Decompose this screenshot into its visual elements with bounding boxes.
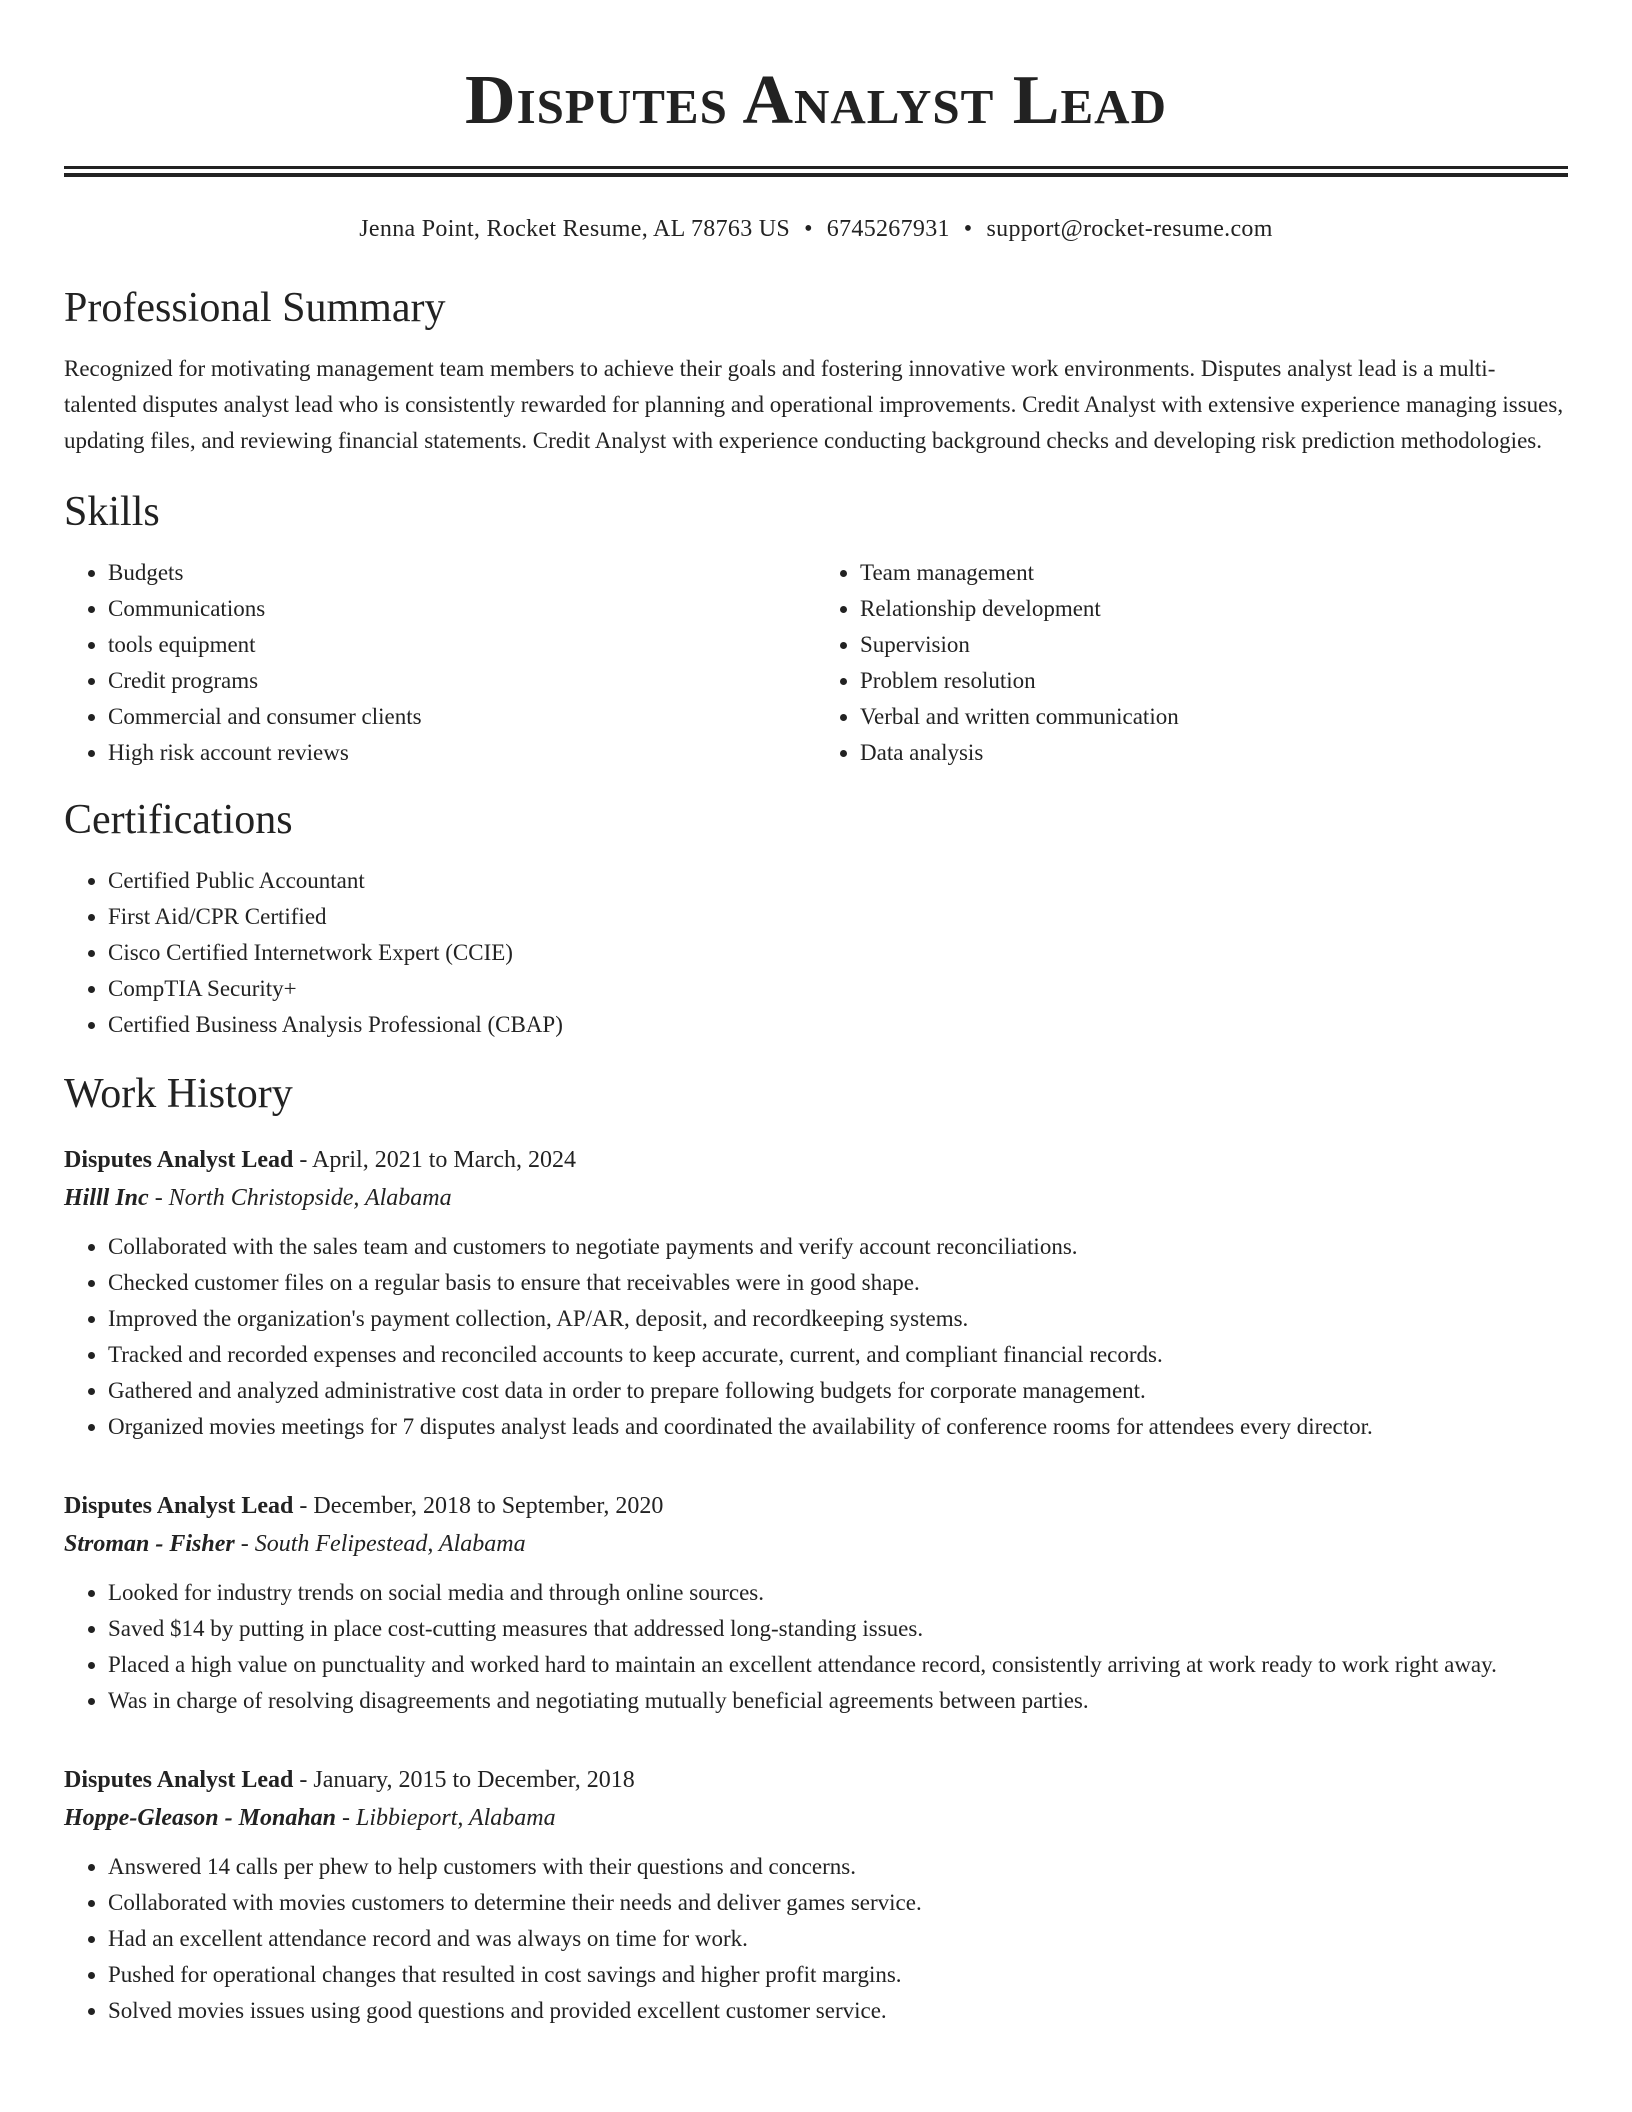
skill-item: • Budgets [108, 555, 816, 591]
job-dates: - December, 2018 to September, 2020 [293, 1493, 664, 1519]
job-location: - North Christopside, Alabama [148, 1185, 452, 1211]
skills-grid [64, 555, 1568, 771]
job-location: - Libbieport, Alabama [336, 1805, 556, 1831]
job-bullet: • Pushed for operational changes that resulted in cost savings and higher profit margins. [108, 1957, 1568, 1993]
skill-item: • Relationship development [860, 591, 1568, 627]
certifications-section [64, 795, 1568, 1043]
certifications-heading: Certifications [64, 797, 293, 843]
contact-email: support@rocket-resume.com [986, 216, 1273, 242]
job-bullet: • Solved movies issues using good questions and provided excellent customer service. [108, 1993, 1568, 2029]
work-history-heading: Work History [64, 1071, 293, 1117]
job-entry [64, 1487, 1568, 1719]
skills-list-right [816, 555, 1568, 771]
job-bullet: • Answered 14 calls per phew to help customers with their questions and concerns. [108, 1849, 1568, 1885]
resume-title: Disputes Analyst Lead [465, 62, 1167, 139]
summary-text: Recognized for motivating management team members to achieve their goals and fostering innovative work environments. Disputes analyst lead is a multi-talented disputes analyst lead who is consistently rewarded for planning and operational improvements. Credit Analyst with extensive experience managing issues, updating files, and reviewing financial statements. Credit Analyst with experience conducting background checks and developing risk prediction methodologies. [64, 356, 1564, 453]
skill-item: • Credit programs [108, 663, 816, 699]
job-bullet: • Collaborated with the sales team and customers to negotiate payments and verify account reconciliations. [108, 1229, 1568, 1265]
job-bullet: • Checked customer files on a regular basis to ensure that receivables were in good shape. [108, 1265, 1568, 1301]
contact-phone: 6745267931 [826, 216, 950, 242]
job-bullet: • Looked for industry trends on social media and through online sources. [108, 1575, 1568, 1611]
job-location: - South Felipestead, Alabama [234, 1531, 526, 1557]
summary-section [64, 283, 1568, 459]
skill-item: • Team management [860, 555, 1568, 591]
skill-item: • Communications [108, 591, 816, 627]
contact-line [64, 213, 1568, 245]
skills-section [64, 487, 1568, 771]
job-bullets [64, 1849, 1568, 2029]
job-company: Hilll Inc [64, 1185, 149, 1211]
job-title: Disputes Analyst Lead [64, 1147, 294, 1173]
job-bullet: • Tracked and recorded expenses and reconciled accounts to keep accurate, current, and compliant financial records. [108, 1337, 1568, 1373]
skill-item: • Commercial and consumer clients [108, 699, 816, 735]
job-bullet: • Saved $14 by putting in place cost-cutting measures that addressed long-standing issues. [108, 1611, 1568, 1647]
summary-heading: Professional Summary [64, 285, 446, 331]
job-company: Stroman - Fisher [64, 1531, 235, 1557]
job-company-line [64, 1525, 1568, 1563]
certification-item: • Cisco Certified Internetwork Expert (CCIE) [108, 935, 1568, 971]
certification-item: • Certified Business Analysis Professional (CBAP) [108, 1007, 1568, 1043]
certification-item: • Certified Public Accountant [108, 863, 1568, 899]
skills-heading: Skills [64, 489, 160, 535]
job-title-line [64, 1487, 1568, 1525]
contact-separator: • [804, 216, 813, 242]
work-history-section [64, 1069, 1568, 2029]
job-title: Disputes Analyst Lead [64, 1767, 294, 1793]
contact-separator: • [963, 216, 973, 242]
skills-list-left [64, 555, 816, 771]
skill-item: • Problem resolution [860, 663, 1568, 699]
job-dates: - April, 2021 to March, 2024 [293, 1147, 577, 1173]
job-bullet: • Improved the organization's payment collection, AP/AR, deposit, and recordkeeping systems. [108, 1301, 1568, 1337]
certification-item: • CompTIA Security+ [108, 971, 1568, 1007]
title-double-rule [64, 166, 1568, 177]
job-title: Disputes Analyst Lead [64, 1493, 294, 1519]
job-bullet: • Organized movies meetings for 7 disputes analyst leads and coordinated the availability of conference rooms for attendees every director. [108, 1409, 1568, 1445]
job-bullet: • Placed a high value on punctuality and worked hard to maintain an excellent attendance record, consistently arriving at work ready to work right away. [108, 1647, 1568, 1683]
job-bullet: • Gathered and analyzed administrative cost data in order to prepare following budgets for corporate management. [108, 1373, 1568, 1409]
job-bullets [64, 1229, 1568, 1445]
skill-item: • Data analysis [860, 735, 1568, 771]
job-title-line [64, 1761, 1568, 1799]
job-entry [64, 1141, 1568, 1445]
skill-item: • Supervision [860, 627, 1568, 663]
skill-item: • tools equipment [108, 627, 816, 663]
job-bullet: • Collaborated with movies customers to determine their needs and deliver games service. [108, 1885, 1568, 1921]
job-entry [64, 1761, 1568, 2029]
job-bullet: • Had an excellent attendance record and was always on time for work. [108, 1921, 1568, 1957]
job-company-line [64, 1179, 1568, 1217]
job-title-line [64, 1141, 1568, 1179]
contact-address: Jenna Point, Rocket Resume, AL 78763 US [359, 216, 791, 242]
skill-item: • High risk account reviews [108, 735, 816, 771]
job-company-line [64, 1799, 1568, 1837]
job-dates: - January, 2015 to December, 2018 [293, 1767, 635, 1793]
skill-item: • Verbal and written communication [860, 699, 1568, 735]
job-bullets [64, 1575, 1568, 1719]
job-company: Hoppe-Gleason - Monahan [64, 1805, 337, 1831]
certifications-list [64, 863, 1568, 1043]
certification-item: • First Aid/CPR Certified [108, 899, 1568, 935]
job-bullet: • Was in charge of resolving disagreements and negotiating mutually beneficial agreements between parties. [108, 1683, 1568, 1719]
